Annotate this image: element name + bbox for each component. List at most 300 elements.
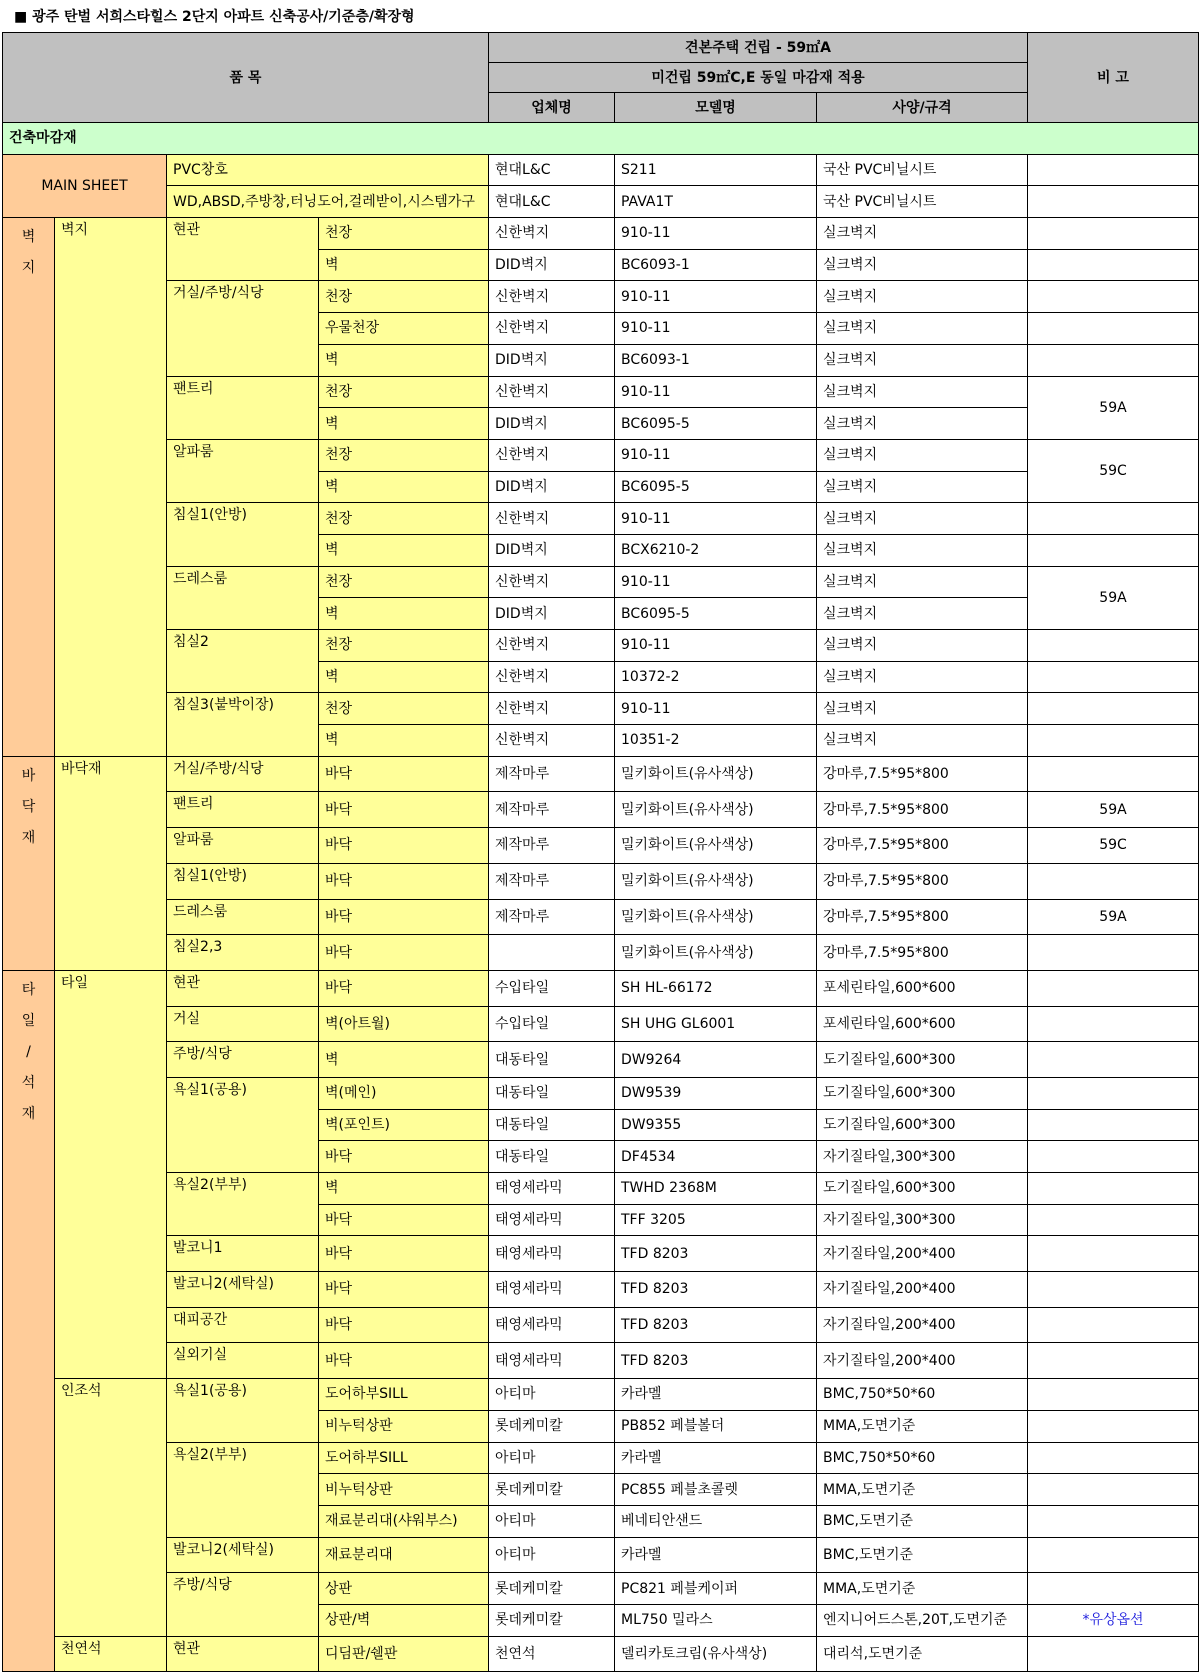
spec-cell: MMA,도면기준 xyxy=(817,1474,1028,1506)
spec-cell: 강마루,7.5*95*800 xyxy=(817,756,1028,792)
model-cell: TFD 8203 xyxy=(615,1236,817,1272)
note-cell xyxy=(1028,154,1199,186)
room-cell: 주방/식당 xyxy=(167,1042,319,1078)
company-cell: 수입타일 xyxy=(489,1006,615,1042)
subgroup-label: 인조석 xyxy=(55,1379,167,1637)
group-label-char: 닥 xyxy=(21,798,36,815)
part-cell: 천장 xyxy=(319,281,489,313)
company-cell: 제작마루 xyxy=(489,756,615,792)
model-cell: PC855 페블초콜렛 xyxy=(615,1474,817,1506)
table-row xyxy=(3,218,1199,250)
spec-cell: 실크벽지 xyxy=(817,408,1028,440)
spec-cell: 실크벽지 xyxy=(817,313,1028,345)
table-row xyxy=(3,899,1199,935)
model-cell: 밀키화이트(유사색상) xyxy=(615,792,817,828)
group-label xyxy=(3,756,55,970)
note-cell xyxy=(1028,1573,1199,1605)
table-body xyxy=(3,33,1199,1672)
company-cell: 롯데케미칼 xyxy=(489,1410,615,1442)
spec-cell: 실크벽지 xyxy=(817,281,1028,313)
part-cell: 벽 xyxy=(319,408,489,440)
part-cell: 천장 xyxy=(319,376,489,408)
model-cell: SH UHG GL6001 xyxy=(615,1006,817,1042)
item-cell: WD,ABSD,주방창,터닝도어,걸레받이,시스템가구 xyxy=(167,186,489,218)
table-row xyxy=(3,935,1199,971)
spec-cell: 실크벽지 xyxy=(817,693,1028,725)
company-cell: DID벽지 xyxy=(489,598,615,630)
part-cell: 벽(포인트) xyxy=(319,1109,489,1141)
table-row xyxy=(3,1236,1199,1272)
part-cell: 벽(아트월) xyxy=(319,1006,489,1042)
group-label-char: / xyxy=(26,1043,31,1060)
table-row xyxy=(3,1442,1199,1474)
company-cell: 롯데케미칼 xyxy=(489,1604,615,1636)
model-cell: PAVA1T xyxy=(615,186,817,218)
company-cell: DID벽지 xyxy=(489,408,615,440)
room-cell: 욕실2(부부) xyxy=(167,1442,319,1537)
part-cell: 바닥 xyxy=(319,1204,489,1236)
spec-cell: 자기질타일,300*300 xyxy=(817,1141,1028,1173)
model-cell: 910-11 xyxy=(615,218,817,250)
finish-spec-table xyxy=(2,32,1199,1672)
model-cell: 910-11 xyxy=(615,503,817,535)
note-cell xyxy=(1028,1141,1199,1173)
model-cell: BC6095-5 xyxy=(615,408,817,440)
room-cell: 욕실1(공용) xyxy=(167,1379,319,1442)
note-cell xyxy=(1028,970,1199,1006)
part-cell: 바닥 xyxy=(319,1307,489,1343)
note-cell xyxy=(1028,1505,1199,1537)
part-cell: 벽 xyxy=(319,249,489,281)
table-row xyxy=(3,1173,1199,1205)
room-cell: 대피공간 xyxy=(167,1307,319,1343)
part-cell: 비누턱상판 xyxy=(319,1410,489,1442)
note-cell xyxy=(1028,534,1199,566)
spec-cell: 실크벽지 xyxy=(817,503,1028,535)
model-cell: 밀키화이트(유사색상) xyxy=(615,899,817,935)
spec-cell: 실크벽지 xyxy=(817,534,1028,566)
item-cell: PVC창호 xyxy=(167,154,489,186)
table-row xyxy=(3,1573,1199,1605)
note-cell xyxy=(1028,313,1199,345)
company-cell: 신한벽지 xyxy=(489,503,615,535)
group-label xyxy=(3,970,55,1671)
note-cell xyxy=(1028,1077,1199,1109)
part-cell: 디딤판/쉘판 xyxy=(319,1636,489,1672)
part-cell: 상판 xyxy=(319,1573,489,1605)
note-cell xyxy=(1028,503,1199,535)
table-row xyxy=(3,503,1199,535)
table-row xyxy=(3,1379,1199,1411)
note-cell xyxy=(1028,1442,1199,1474)
note-cell xyxy=(1028,693,1199,725)
company-cell: 신한벽지 xyxy=(489,281,615,313)
note-cell xyxy=(1028,756,1199,792)
spec-cell: 도기질타일,600*300 xyxy=(817,1173,1028,1205)
subgroup-label: 벽지 xyxy=(55,218,167,757)
note-cell xyxy=(1028,1410,1199,1442)
company-cell: 제작마루 xyxy=(489,863,615,899)
model-cell: 910-11 xyxy=(615,693,817,725)
company-cell: 태영세라믹 xyxy=(489,1236,615,1272)
note-cell xyxy=(1028,1006,1199,1042)
company-cell: 천연석 xyxy=(489,1636,615,1672)
table-row xyxy=(3,756,1199,792)
table-row xyxy=(3,693,1199,725)
model-cell: 밀키화이트(유사색상) xyxy=(615,863,817,899)
part-cell: 벽 xyxy=(319,1173,489,1205)
part-cell: 천장 xyxy=(319,693,489,725)
company-cell: DID벽지 xyxy=(489,249,615,281)
room-cell: 거실 xyxy=(167,1006,319,1042)
note-cell: 59C xyxy=(1028,439,1199,502)
note-cell: 59A xyxy=(1028,792,1199,828)
header-row xyxy=(3,33,1199,63)
model-cell: DW9264 xyxy=(615,1042,817,1078)
note-cell xyxy=(1028,935,1199,971)
room-cell: 욕실1(공용) xyxy=(167,1077,319,1172)
model-cell: 베네티안샌드 xyxy=(615,1505,817,1537)
part-cell: 도어하부SILL xyxy=(319,1379,489,1411)
note-cell xyxy=(1028,1042,1199,1078)
spec-cell: 자기질타일,300*300 xyxy=(817,1204,1028,1236)
room-cell: 거실/주방/식당 xyxy=(167,756,319,792)
note-cell xyxy=(1028,1379,1199,1411)
model-cell: 델리카토크림(유사색상) xyxy=(615,1636,817,1672)
part-cell: 비누턱상판 xyxy=(319,1474,489,1506)
model-cell: 카라멜 xyxy=(615,1379,817,1411)
company-cell: 아티마 xyxy=(489,1442,615,1474)
table-row xyxy=(3,376,1199,408)
part-cell: 바닥 xyxy=(319,828,489,864)
spec-cell: 강마루,7.5*95*800 xyxy=(817,863,1028,899)
room-cell: 팬트리 xyxy=(167,376,319,439)
table-row xyxy=(3,1307,1199,1343)
part-cell: 벽 xyxy=(319,534,489,566)
table-row xyxy=(3,828,1199,864)
company-cell: 대동타일 xyxy=(489,1042,615,1078)
group-label-char: 일 xyxy=(21,1012,36,1029)
spec-cell: 강마루,7.5*95*800 xyxy=(817,935,1028,971)
note-cell xyxy=(1028,1173,1199,1205)
spec-cell: 실크벽지 xyxy=(817,566,1028,598)
company-cell: 신한벽지 xyxy=(489,693,615,725)
part-cell: 바닥 xyxy=(319,792,489,828)
part-cell: 벽 xyxy=(319,661,489,693)
model-cell: BC6093-1 xyxy=(615,344,817,376)
table-row xyxy=(3,630,1199,662)
table-row xyxy=(3,792,1199,828)
company-cell: 태영세라믹 xyxy=(489,1307,615,1343)
model-cell: ML750 밀라스 xyxy=(615,1604,817,1636)
note-cell xyxy=(1028,863,1199,899)
company-cell: 신한벽지 xyxy=(489,218,615,250)
company-cell: 롯데케미칼 xyxy=(489,1573,615,1605)
table-row xyxy=(3,863,1199,899)
spec-cell: 강마루,7.5*95*800 xyxy=(817,899,1028,935)
room-cell: 침실1(안방) xyxy=(167,503,319,566)
model-cell: SH HL-66172 xyxy=(615,970,817,1006)
note-cell xyxy=(1028,344,1199,376)
room-cell: 현관 xyxy=(167,970,319,1006)
model-cell: DF4534 xyxy=(615,1141,817,1173)
part-cell: 벽 xyxy=(319,598,489,630)
model-cell: 910-11 xyxy=(615,313,817,345)
room-cell: 드레스룸 xyxy=(167,899,319,935)
header-type: 견본주택 건립 - 59㎡A xyxy=(489,33,1028,63)
spec-cell: 포세린타일,600*600 xyxy=(817,970,1028,1006)
note-cell xyxy=(1028,1343,1199,1379)
room-cell: 주방/식당 xyxy=(167,1573,319,1636)
table-row xyxy=(3,154,1199,186)
part-cell: 우물천장 xyxy=(319,313,489,345)
group-label-char: 석 xyxy=(21,1074,36,1091)
table-row xyxy=(3,1537,1199,1573)
company-cell: 신한벽지 xyxy=(489,376,615,408)
part-cell: 벽(메인) xyxy=(319,1077,489,1109)
part-cell: 천장 xyxy=(319,218,489,250)
model-cell: PC821 페블케이퍼 xyxy=(615,1573,817,1605)
company-cell: 제작마루 xyxy=(489,828,615,864)
spec-cell: 실크벽지 xyxy=(817,344,1028,376)
part-cell: 천장 xyxy=(319,503,489,535)
room-cell: 알파룸 xyxy=(167,828,319,864)
room-cell: 거실/주방/식당 xyxy=(167,281,319,376)
company-cell: DID벽지 xyxy=(489,534,615,566)
room-cell: 발코니1 xyxy=(167,1236,319,1272)
spec-cell: BMC,도면기준 xyxy=(817,1505,1028,1537)
part-cell: 바닥 xyxy=(319,1272,489,1308)
note-cell xyxy=(1028,661,1199,693)
spec-cell: 엔지니어드스톤,20T,도면기준 xyxy=(817,1604,1028,1636)
note-cell: 59A xyxy=(1028,376,1199,439)
spec-cell: 강마루,7.5*95*800 xyxy=(817,792,1028,828)
model-cell: PB852 페블볼더 xyxy=(615,1410,817,1442)
part-cell: 재료분리대 xyxy=(319,1537,489,1573)
note-cell xyxy=(1028,1272,1199,1308)
company-cell: 현대L&C xyxy=(489,186,615,218)
part-cell: 천장 xyxy=(319,439,489,471)
company-cell: 태영세라믹 xyxy=(489,1173,615,1205)
group-label-char: 타 xyxy=(21,981,36,998)
part-cell: 바닥 xyxy=(319,863,489,899)
part-cell: 벽 xyxy=(319,1042,489,1078)
table-row xyxy=(3,1006,1199,1042)
room-cell: 알파룸 xyxy=(167,439,319,502)
group-label-char: 재 xyxy=(21,1105,36,1122)
subgroup-label: 타일 xyxy=(55,970,167,1378)
room-cell: 침실1(안방) xyxy=(167,863,319,899)
company-cell: 아티마 xyxy=(489,1379,615,1411)
note-cell: 59A xyxy=(1028,899,1199,935)
company-cell xyxy=(489,935,615,971)
company-cell: 신한벽지 xyxy=(489,566,615,598)
spec-cell: 국산 PVC비닐시트 xyxy=(817,186,1028,218)
company-cell: 신한벽지 xyxy=(489,661,615,693)
table-row xyxy=(3,566,1199,598)
note-cell xyxy=(1028,1307,1199,1343)
table-row xyxy=(3,1343,1199,1379)
room-cell: 침실3(붙박이장) xyxy=(167,693,319,756)
spec-cell: 포세린타일,600*600 xyxy=(817,1006,1028,1042)
part-cell: 바닥 xyxy=(319,1343,489,1379)
spec-cell: BMC,도면기준 xyxy=(817,1537,1028,1573)
model-cell: S211 xyxy=(615,154,817,186)
model-cell: BC6095-5 xyxy=(615,598,817,630)
spec-cell: 실크벽지 xyxy=(817,249,1028,281)
part-cell: 바닥 xyxy=(319,970,489,1006)
part-cell: 바닥 xyxy=(319,1141,489,1173)
model-cell: 910-11 xyxy=(615,376,817,408)
company-cell: 신한벽지 xyxy=(489,725,615,757)
part-cell: 천장 xyxy=(319,566,489,598)
spec-cell: 실크벽지 xyxy=(817,471,1028,503)
spec-cell: 자기질타일,200*400 xyxy=(817,1343,1028,1379)
model-cell: TFD 8203 xyxy=(615,1343,817,1379)
part-cell: 벽 xyxy=(319,344,489,376)
spec-cell: 실크벽지 xyxy=(817,439,1028,471)
part-cell: 벽 xyxy=(319,725,489,757)
room-cell: 발코니2(세탁실) xyxy=(167,1537,319,1573)
note-cell xyxy=(1028,1474,1199,1506)
note-cell xyxy=(1028,1537,1199,1573)
company-cell: 제작마루 xyxy=(489,899,615,935)
group-label-char: 재 xyxy=(21,829,36,846)
note-cell xyxy=(1028,630,1199,662)
part-cell: 바닥 xyxy=(319,1236,489,1272)
model-cell: 910-11 xyxy=(615,281,817,313)
spec-cell: 자기질타일,200*400 xyxy=(817,1272,1028,1308)
spec-cell: 실크벽지 xyxy=(817,376,1028,408)
note-cell xyxy=(1028,1236,1199,1272)
room-cell: 현관 xyxy=(167,1636,319,1672)
model-cell: DW9539 xyxy=(615,1077,817,1109)
section-title: 건축마감재 xyxy=(3,123,1199,155)
room-cell: 실외기실 xyxy=(167,1343,319,1379)
model-cell: BCX6210-2 xyxy=(615,534,817,566)
company-cell: 태영세라믹 xyxy=(489,1343,615,1379)
model-cell: BC6093-1 xyxy=(615,249,817,281)
part-cell: 바닥 xyxy=(319,756,489,792)
header-model: 모델명 xyxy=(615,93,817,123)
company-cell: 신한벽지 xyxy=(489,630,615,662)
group-label-char: 벽 xyxy=(21,229,36,246)
note-cell xyxy=(1028,281,1199,313)
subgroup-label: 천연석 xyxy=(55,1636,167,1672)
group-label xyxy=(3,218,55,757)
header-remarks: 비 고 xyxy=(1028,33,1199,123)
model-cell: TFF 3205 xyxy=(615,1204,817,1236)
section-row xyxy=(3,123,1199,155)
room-cell: 욕실2(부부) xyxy=(167,1173,319,1236)
spec-cell: 자기질타일,200*400 xyxy=(817,1236,1028,1272)
company-cell: 롯데케미칼 xyxy=(489,1474,615,1506)
company-cell: 제작마루 xyxy=(489,792,615,828)
part-cell: 바닥 xyxy=(319,935,489,971)
model-cell: 10372-2 xyxy=(615,661,817,693)
company-cell: 태영세라믹 xyxy=(489,1204,615,1236)
main-sheet-label: MAIN SHEET xyxy=(3,154,167,217)
table-row xyxy=(3,1636,1199,1672)
model-cell: 10351-2 xyxy=(615,725,817,757)
model-cell: TFD 8203 xyxy=(615,1272,817,1308)
note-cell xyxy=(1028,218,1199,250)
company-cell: 대동타일 xyxy=(489,1141,615,1173)
part-cell: 상판/벽 xyxy=(319,1604,489,1636)
note-cell xyxy=(1028,1109,1199,1141)
room-cell: 드레스룸 xyxy=(167,566,319,629)
room-cell: 침실2 xyxy=(167,630,319,693)
note-cell xyxy=(1028,186,1199,218)
model-cell: 카라멜 xyxy=(615,1442,817,1474)
note-cell xyxy=(1028,1204,1199,1236)
part-cell: 바닥 xyxy=(319,899,489,935)
room-cell: 팬트리 xyxy=(167,792,319,828)
room-cell: 침실2,3 xyxy=(167,935,319,971)
part-cell: 재료분리대(샤워부스) xyxy=(319,1505,489,1537)
header-company: 업체명 xyxy=(489,93,615,123)
spec-cell: MMA,도면기준 xyxy=(817,1573,1028,1605)
model-cell: 밀키화이트(유사색상) xyxy=(615,756,817,792)
part-cell: 천장 xyxy=(319,630,489,662)
model-cell: 910-11 xyxy=(615,630,817,662)
company-cell: 아티마 xyxy=(489,1537,615,1573)
model-cell: 카라멜 xyxy=(615,1537,817,1573)
table-row xyxy=(3,186,1199,218)
model-cell: 밀키화이트(유사색상) xyxy=(615,935,817,971)
subgroup-label: 바닥재 xyxy=(55,756,167,970)
spec-cell: MMA,도면기준 xyxy=(817,1410,1028,1442)
company-cell: 아티마 xyxy=(489,1505,615,1537)
company-cell: 신한벽지 xyxy=(489,439,615,471)
company-cell: 대동타일 xyxy=(489,1109,615,1141)
spec-cell: 자기질타일,200*400 xyxy=(817,1307,1028,1343)
spec-cell: 실크벽지 xyxy=(817,598,1028,630)
room-cell: 발코니2(세탁실) xyxy=(167,1272,319,1308)
header-note-line: 미건립 59㎡C,E 동일 마감재 적용 xyxy=(489,63,1028,93)
model-cell: DW9355 xyxy=(615,1109,817,1141)
table-row xyxy=(3,1272,1199,1308)
company-cell: 신한벽지 xyxy=(489,313,615,345)
company-cell: DID벽지 xyxy=(489,344,615,376)
note-cell: 59A xyxy=(1028,566,1199,629)
group-label-char: 바 xyxy=(21,767,36,784)
note-cell: 59C xyxy=(1028,828,1199,864)
room-cell: 현관 xyxy=(167,218,319,281)
spec-cell: 실크벽지 xyxy=(817,725,1028,757)
model-cell: TWHD 2368M xyxy=(615,1173,817,1205)
model-cell: TFD 8203 xyxy=(615,1307,817,1343)
note-cell: *유상옵션 xyxy=(1028,1604,1199,1636)
company-cell: 수입타일 xyxy=(489,970,615,1006)
model-cell: 밀키화이트(유사색상) xyxy=(615,828,817,864)
page-title: ■ 광주 탄벌 서희스타힐스 2단지 아파트 신축공사/기준층/확장형 xyxy=(14,9,415,25)
table-row xyxy=(3,970,1199,1006)
note-cell xyxy=(1028,725,1199,757)
spec-cell: 대리석,도면기준 xyxy=(817,1636,1028,1672)
note-cell xyxy=(1028,1636,1199,1672)
model-cell: BC6095-5 xyxy=(615,471,817,503)
part-cell: 벽 xyxy=(319,471,489,503)
model-cell: 910-11 xyxy=(615,566,817,598)
spec-cell: 도기질타일,600*300 xyxy=(817,1077,1028,1109)
part-cell: 도어하부SILL xyxy=(319,1442,489,1474)
note-cell xyxy=(1028,249,1199,281)
header-item: 품 목 xyxy=(3,33,489,123)
table-row xyxy=(3,439,1199,471)
header-spec: 사양/규격 xyxy=(817,93,1028,123)
group-label-char: 지 xyxy=(21,260,36,277)
